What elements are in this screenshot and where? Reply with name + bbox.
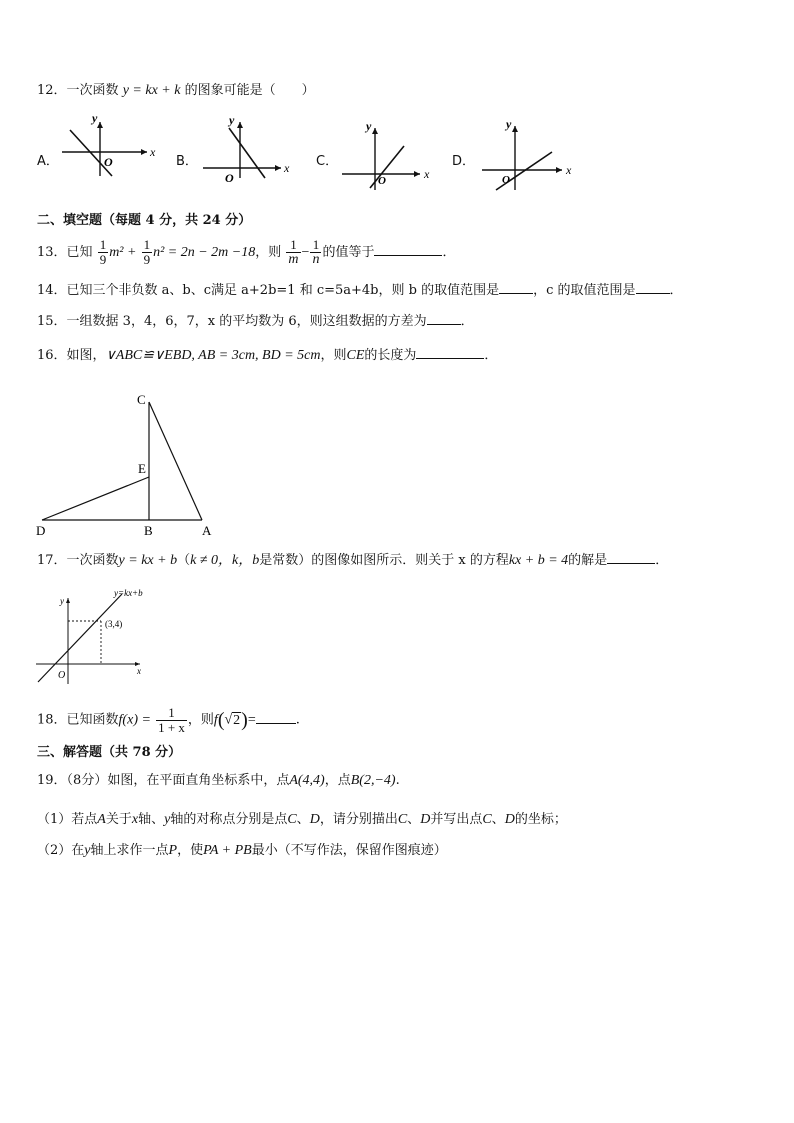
- line-label: y=kx+b: [114, 588, 143, 598]
- option-c-x: x: [424, 167, 430, 181]
- q16-formula: ∨ABC≌∨EBD, AB = 3cm, BD = 5cm: [105, 348, 321, 363]
- point-label: (3,4): [105, 619, 123, 629]
- option-c-y: y: [366, 119, 372, 133]
- option-a-origin: O: [104, 155, 113, 169]
- q19-stem: 19．（8分）如图，在平面直角坐标系中，点A(4,4)，点B(2,−4).: [37, 773, 400, 788]
- q17-graph-figure: [36, 586, 186, 686]
- label-e: E: [138, 461, 146, 476]
- q18-fraction: $\frac{1}{1 + x}$: [158, 704, 185, 735]
- option-b-graph: [203, 113, 303, 185]
- q16: 16．如图，∨ABC≌∨EBD, AB = 3cm, BD = 5cm，则CE的长度为 ．: [37, 348, 498, 363]
- q12-formula: y = kx + k: [122, 83, 181, 98]
- q13-frac-1: $\frac{1}{9}$: [99, 237, 107, 267]
- q13-answer-blank[interactable]: [374, 243, 442, 256]
- option-c-origin: O: [378, 175, 386, 187]
- q17-y-axis: y: [60, 596, 64, 606]
- label-a: A: [202, 523, 212, 538]
- option-b-y: y: [229, 113, 235, 127]
- option-d-x: x: [566, 163, 572, 177]
- q16-answer-blank[interactable]: [416, 346, 484, 359]
- q18: 18．已知函数f(x) = $\frac{1}{1 + x}$ ，则f(√2)= .: [37, 704, 300, 735]
- option-d-label: D．: [452, 154, 476, 169]
- option-a-x: x: [150, 145, 156, 159]
- label-b: B: [144, 523, 153, 538]
- label-c: C: [137, 392, 146, 407]
- q17-x-axis: x: [137, 666, 141, 676]
- q14: 14．已知三个非负数 a、b、c满足 a+2b=1 和 c=5a+4b，则 b 的取值范围是 ，c 的取值范围是 ．: [37, 283, 683, 298]
- q12-stem: 12．一次函数 y = kx + k 的图象可能是（ ）: [37, 83, 315, 98]
- q19-part-2: （2）在y轴上求作一点P，使PA + PB最小（不写作法，保留作图痕迹）: [37, 843, 447, 858]
- q14-answer-blank-c[interactable]: [636, 281, 670, 294]
- option-a-y: y: [92, 111, 98, 125]
- option-b-origin: O: [225, 171, 234, 185]
- option-d-graph: [482, 117, 582, 190]
- q18-answer-blank[interactable]: [256, 711, 296, 724]
- q15-answer-blank[interactable]: [427, 312, 461, 325]
- option-d-origin: O: [502, 174, 510, 186]
- option-c-label: C．: [316, 154, 339, 169]
- q15: 15．一组数据 3，4，6，7，x 的平均数为 6，则这组数据的方差为 ．: [37, 314, 474, 329]
- option-b-x: x: [284, 161, 290, 175]
- q13: 13．已知 $\frac{1}{9}$ m² + $\frac{1}{9}$ n² = 2n − 2m −18，则 $\frac{1}{m}$ − $\frac{1}{n}$ 的值等于 ．: [37, 237, 456, 267]
- option-d-y: y: [506, 117, 512, 131]
- option-c-graph: [342, 119, 442, 190]
- q17: 17．一次函数y = kx + b（k ≠ 0，k，b是常数）的图像如图所示．则关于 x 的方程kx + b = 4的解是 ．: [37, 553, 669, 568]
- q17-origin: O: [58, 670, 66, 681]
- q13-frac-3: $\frac{1}{m}$: [288, 237, 299, 267]
- q19-part-1: （1）若点A关于x轴、y轴的对称点分别是点C、D，请分别描出C、D并写出点C、D的坐标；: [37, 812, 567, 827]
- section-2-title: 二、填空题（每题 4 分，共 24 分）: [37, 213, 252, 228]
- q14-answer-blank-b[interactable]: [499, 281, 533, 294]
- label-d: D: [36, 523, 46, 538]
- option-b-label: B．: [176, 154, 198, 169]
- q13-frac-4: $\frac{1}{n}$: [312, 237, 320, 267]
- option-a-label: A．: [37, 154, 59, 169]
- q16-triangle-figure: [30, 390, 230, 540]
- section-3-title: 三、解答题（共 78 分）: [37, 745, 182, 760]
- q13-frac-2: $\frac{1}{9}$: [143, 237, 151, 267]
- option-a-graph: [62, 111, 162, 178]
- q17-answer-blank[interactable]: [607, 551, 655, 564]
